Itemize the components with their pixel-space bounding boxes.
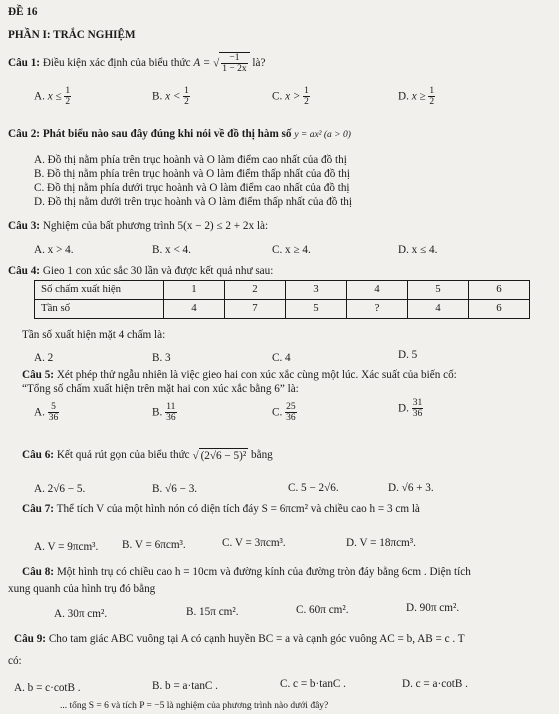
q4-question: Tần số xuất hiện mặt 4 chấm là:: [22, 329, 166, 341]
question-label: Câu 6:: [22, 449, 55, 462]
fraction-numerator: 5: [48, 402, 60, 413]
q5-text-continued: “Tổng số chấm xuất hiện trên mặt hai con xúc xắc bằng 6” là:: [22, 383, 299, 395]
question-6: [22, 448, 273, 463]
fraction-numerator: 1: [429, 86, 435, 96]
q1-option-c[interactable]: [272, 86, 310, 108]
q5-option-c[interactable]: [272, 402, 297, 424]
frequency-table: [34, 280, 530, 319]
q1-option-b[interactable]: [152, 86, 190, 108]
section-title: PHẦN I: TRẮC NGHIỆM: [8, 29, 136, 41]
question-label: Câu 9:: [14, 633, 47, 645]
option-fraction: [412, 398, 424, 420]
question-text: Điều kiện xác định của biểu thức: [42, 57, 191, 70]
option-lhs: x ≥: [411, 90, 426, 103]
table-cell: 5: [286, 300, 347, 319]
q4-option-a[interactable]: A. 2: [34, 352, 54, 364]
q9-option-a[interactable]: A. b = c·cotB .: [14, 682, 81, 694]
table-row: [35, 281, 530, 300]
question-text: Cho tam giác ABC vuông tại A có cạnh huyền BC = a và cạnh góc vuông AC = b, AB = c . T: [48, 633, 465, 645]
q5-option-a[interactable]: [34, 402, 59, 424]
fraction-numerator: 1: [65, 86, 71, 96]
option-key: B.: [152, 90, 163, 103]
q9-text-continued: có:: [8, 655, 22, 667]
question-9: [14, 632, 465, 646]
q6-option-b[interactable]: B. √6 − 3.: [152, 483, 198, 495]
q1-option-d[interactable]: [398, 86, 435, 108]
table-row-header: Tần số: [35, 300, 164, 319]
option-fraction: [183, 86, 190, 108]
fraction-numerator: 25: [286, 402, 296, 412]
table-cell: 3: [286, 281, 347, 300]
q2-option-a[interactable]: A. Đồ thị nằm phía trên trục hoành và O làm điểm cao nhất của đồ thị: [34, 154, 347, 166]
question-4: [8, 264, 273, 278]
q6-option-c[interactable]: C. 5 − 2√6.: [288, 482, 339, 494]
q8-option-a[interactable]: A. 30π cm².: [54, 608, 108, 620]
sqrt-expression: √ $\frac{-1}{1 - 2x}$: [213, 52, 250, 75]
question-label: Câu 3:: [8, 220, 41, 232]
option-key: D.: [398, 402, 409, 415]
question-text: Phát biểu nào sau đây đúng khi nói về đồ thị hàm số: [42, 128, 292, 140]
question-text: Nghiệm của bất phương trình 5(x − 2) ≤ 2 + 2x là:: [42, 220, 269, 232]
option-fraction: [48, 402, 60, 424]
table-cell: 6: [469, 300, 530, 319]
option-lhs: x <: [165, 90, 181, 103]
function-expression: y = ax² (a > 0): [294, 130, 351, 140]
fraction-numerator: 11: [166, 402, 176, 412]
q3-option-a[interactable]: A. x > 4.: [34, 244, 74, 256]
table-cell: 4: [164, 300, 225, 319]
sqrt-expression: √ (2√6 − 5)²: [192, 450, 247, 462]
option-fraction: [165, 402, 177, 424]
q4-option-b[interactable]: B. 3: [152, 352, 171, 364]
q8-text-continued: xung quanh của hình trụ đó bằng: [8, 583, 156, 595]
fraction-numerator: 1: [184, 86, 189, 96]
question-8: [22, 565, 471, 579]
q3-option-b[interactable]: B. x < 4.: [152, 244, 191, 256]
q9-option-d[interactable]: D. c = a·cotB .: [402, 678, 468, 690]
question-2: [8, 127, 351, 142]
q9-option-c[interactable]: C. c = b·tanC .: [280, 678, 346, 690]
fraction-numerator: 1: [304, 86, 309, 96]
option-key: C.: [272, 406, 283, 419]
exam-title: ĐỀ 16: [8, 6, 38, 18]
question-label: Câu 2:: [8, 128, 41, 140]
question-label: Câu 7:: [22, 503, 55, 515]
question-1: [8, 52, 265, 75]
question-label: Câu 5:: [22, 369, 55, 381]
option-lhs: x >: [285, 90, 301, 103]
q5-option-d[interactable]: [398, 398, 423, 420]
question-suffix: là?: [252, 57, 266, 70]
q6-option-a[interactable]: A. 2√6 − 5.: [34, 483, 86, 495]
question-label: Câu 4:: [8, 265, 41, 277]
q2-option-d[interactable]: D. Đồ thị nằm dưới trên trục hoành và O làm điểm thấp nhất của đồ thị: [34, 196, 353, 208]
q6-option-d[interactable]: D. √6 + 3.: [388, 482, 434, 494]
option-key: D.: [398, 90, 409, 103]
option-fraction: [428, 86, 435, 108]
table-cell: 1: [164, 281, 225, 300]
q4-option-d[interactable]: D. 5: [398, 349, 418, 361]
question-text: Một hình trụ có chiều cao h = 10cm và đường kính của đường tròn đáy bằng 6cm . Diện tích: [56, 566, 471, 578]
question-suffix: bằng: [251, 449, 273, 462]
fraction-denominator: 2: [65, 97, 71, 108]
question-10-partial: ... tổng S = 6 và tích P = −5 là nghiệm của phương trình nào dưới đây?: [60, 701, 329, 711]
fraction-denominator: 2: [304, 97, 309, 108]
q7-option-c[interactable]: C. V = 3πcm³.: [222, 537, 286, 549]
fraction-numerator: 31: [412, 398, 423, 408]
option-fraction: [285, 402, 297, 424]
option-key: A.: [34, 406, 45, 419]
fraction-denominator: 1 − 2x: [222, 64, 247, 75]
q8-option-b[interactable]: B. 15π cm².: [186, 606, 239, 618]
fraction-denominator: 36: [286, 413, 296, 424]
table-cell: 4: [408, 300, 469, 319]
table-cell: 4: [347, 281, 408, 300]
q4-option-c[interactable]: C. 4: [272, 352, 291, 364]
question-text: Kết quả rút gọn của biểu thức: [56, 449, 190, 462]
fraction-numerator: −1: [221, 53, 247, 64]
fraction-denominator: 36: [412, 409, 423, 420]
q3-option-c[interactable]: C. x ≥ 4.: [272, 244, 311, 256]
fraction-denominator: 2: [429, 97, 435, 108]
option-fraction: [64, 86, 71, 108]
question-text: Thể tích V của một hình nón có diện tích đáy S = 6πcm² và chiều cao h = 3 cm là: [56, 503, 420, 515]
q3-option-d[interactable]: D. x ≤ 4.: [398, 244, 438, 256]
question-text: Gieo 1 con xúc sắc 30 lần và được kết quả như sau:: [42, 265, 274, 277]
q8-option-d[interactable]: D. 90π cm².: [406, 602, 460, 614]
q1-option-a[interactable]: [34, 86, 71, 108]
q8-option-c[interactable]: C. 60π cm².: [296, 604, 349, 616]
table-cell: 6: [469, 281, 530, 300]
question-5: [22, 368, 457, 382]
table-cell: 5: [408, 281, 469, 300]
question-text: Xét phép thử ngẫu nhiên là việc gieo hai con xúc xắc cùng một lúc. Xác suất của biến cố:: [56, 369, 457, 381]
q5-option-b[interactable]: [152, 402, 177, 424]
q9-option-b[interactable]: B. b = a·tanC .: [152, 680, 218, 692]
fraction-denominator: 36: [166, 413, 176, 424]
table-row: [35, 300, 530, 319]
option-lhs: x ≤: [47, 90, 62, 103]
option-key: A.: [34, 90, 45, 103]
fraction-denominator: 36: [48, 413, 59, 424]
table-cell: 7: [225, 300, 286, 319]
table-cell: 2: [225, 281, 286, 300]
question-7: [22, 502, 420, 516]
question-label: Câu 1:: [8, 57, 41, 70]
q7-option-b[interactable]: B. V = 6πcm³.: [122, 539, 186, 551]
expr-lhs: A =: [193, 57, 211, 70]
table-cell: ?: [347, 300, 408, 319]
q7-option-a[interactable]: A. V = 9πcm³.: [34, 541, 99, 553]
sqrt-radicand: (2√6 − 5)²: [200, 450, 247, 462]
fraction-denominator: 2: [184, 97, 189, 108]
option-fraction: [303, 86, 310, 108]
q2-option-c[interactable]: C. Đồ thị nằm phía dưới trục hoành và O làm điểm cao nhất của đồ thị: [34, 182, 350, 194]
question-3: [8, 219, 268, 233]
q7-option-d[interactable]: D. V = 18πcm³.: [346, 537, 416, 549]
option-key: C.: [272, 90, 283, 103]
table-row-header: Số chấm xuất hiện: [35, 281, 164, 300]
question-label: Câu 8:: [22, 566, 55, 578]
option-key: B.: [152, 406, 163, 419]
q2-option-b[interactable]: B. Đồ thị nằm phía trên trục hoành và O làm điểm thấp nhất của đồ thị: [34, 168, 350, 180]
